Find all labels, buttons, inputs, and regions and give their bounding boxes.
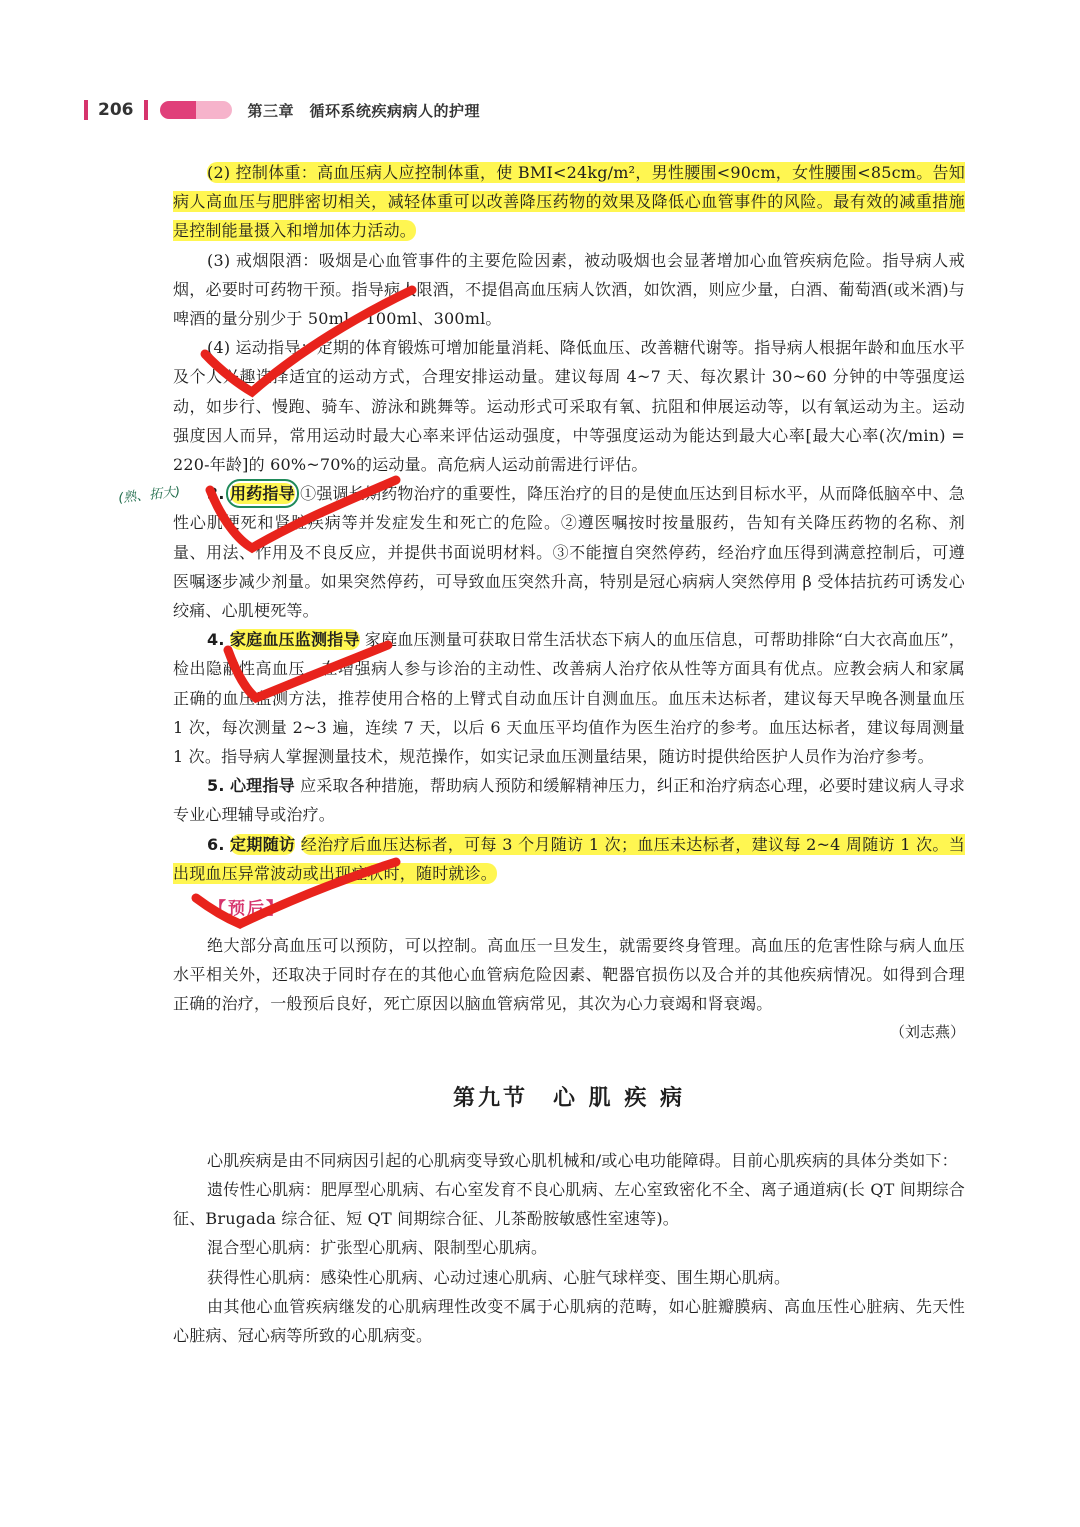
paragraph-smoking-alcohol [173, 246, 965, 334]
section-medication-guidance [173, 479, 965, 625]
section-heading-medication: 用药指导 [229, 484, 295, 504]
paragraph-exercise [173, 333, 965, 479]
paragraph-text: ①强调长期药物治疗的重要性，降压治疗的目的是使血压达到目标水平，从而降低脑卒中、急性心肌梗死和肾脏疾病等并发症发生和死亡的危险。②遵医嘱按时按量服药，告知有关降压药物的名称、剂量、用法、作用及不良反应，并提供书面说明材料。③不能擅自突然停药，经治疗血压得到满意控制后，可遵医嘱逐步减少剂量。如果突然停药，可导致血压突然升高，特别是冠心病病人突然停用 β 受体拮抗药可诱发心绞痛、心肌梗死等。 [173, 484, 965, 621]
header-bar-left [84, 100, 88, 120]
section-heading-home-monitoring: 家庭血压监测指导 [229, 630, 360, 650]
chapter-pill-decoration [160, 101, 232, 119]
section-home-bp-monitoring [173, 625, 965, 771]
section-heading-followup: 定期随访 [230, 834, 296, 854]
section-heading-psychological: 心理指导 [229, 776, 295, 796]
paragraph-hereditary-cardiomyopathy: 遗传性心肌病：肥厚型心肌病、右心室发育不良心肌病、左心室致密化不全、离子通道病(长 QT 间期综合征、Brugada 综合征、短 QT 间期综合征、儿茶酚胺敏感性室速等)。 [173, 1179, 965, 1229]
paragraph-text: 应采取各种措施，帮助病人预防和缓解精神压力，纠正和治疗病态心理，必要时建议病人寻求专业心理辅导或治疗。 [173, 776, 965, 825]
highlighted-text: (2) 控制体重：高血压病人应控制体重，使 BMI<24kg/m²，男性腰围<90cm，女性腰围<85cm。告知病人高血压与肥胖密切相关，减轻体重可以改善降压药物的效果及降低心血管事件的风险。最有效的减重措施是控制能量摄入和增加体力活动。 [173, 163, 965, 241]
paragraph-text: (4) 运动指导：定期的体育锻炼可增加能量消耗、降低血压、改善糖代谢等。指导病人根据年龄和血压水平及个人兴趣选择适宜的运动方式，合理安排运动量。建议每周 4~7 天、每次累计 30~60 分钟的中等强度运动，如步行、慢跑、骑车、游泳和跳舞等。运动形式可采取有氧、抗阻和伸展运动等，以有氧运动为主。运动强度因人而异，常用运动时最大心率来评估运动强度，中等强度运动为能达到最大心率[最大心率(次/min) = 220-年龄]的 60%~70%的运动量。高危病人运动前需进行评估。 [173, 338, 965, 475]
handwritten-margin-note: (熟、拓大) [117, 484, 181, 507]
paragraph-weight-control [173, 158, 965, 246]
paragraph-text: 家庭血压测量可获取日常生活状态下病人的血压信息，可帮助排除“白大衣高血压”，检出隐蔽性高血压，在增强病人参与诊治的主动性、改善病人治疗依从性等方面具有优点。应教会病人和家属正确的血压监测方法，推荐使用合格的上臂式自动血压计自测血压。血压未达标者，建议每天早晚各测量血压 1 次，每次测量 2~3 遍，连续 7 天，以后 6 天血压平均值作为医生治疗的参考。血压达标者，建议每周测量 1 次。指导病人掌握测量技术，规范操作，如实记录血压测量结果，随访时提供给医护人员作为治疗参考。 [173, 630, 965, 767]
prognosis-heading: 【预后】 [209, 899, 285, 920]
section-psychological-guidance [173, 771, 965, 829]
author-attribution: （刘志燕） [889, 1022, 965, 1041]
section-title: 第九节 心 肌 疾 病 [453, 1085, 685, 1111]
highlighted-text: 经治疗后血压达标者，可每 3 个月随访 1 次；血压未达标者，建议每 2~4 周随访 1 次。当出现血压异常波动或出现症状时，随时就诊。 [173, 834, 965, 883]
header-bar-right [144, 100, 148, 120]
page-number: 206 [98, 100, 134, 120]
running-header [84, 96, 480, 124]
section-number: 4. [207, 630, 225, 650]
section-regular-followup [173, 830, 965, 888]
paragraph-acquired-cardiomyopathy: 获得性心肌病：感染性心肌病、心动过速心肌病、心脏气球样变、围生期心肌病。 [207, 1267, 791, 1287]
paragraph-cardiomyopathy-intro: 心肌疾病是由不同病因引起的心肌病变导致心肌机械和/或心电功能障碍。目前心肌疾病的具体分类如下： [207, 1150, 958, 1170]
section-number: 3. [207, 484, 225, 504]
paragraph-text: (3) 戒烟限酒：吸烟是心血管事件的主要危险因素，被动吸烟也会显著增加心血管疾病危险。指导病人戒烟，必要时可药物干预。指导病人限酒，不提倡高血压病人饮酒，如饮酒，则应少量，白酒、葡萄酒(或米酒)与啤酒的量分别少于 50ml、100ml、300ml。 [173, 250, 965, 329]
section-number: 5. [207, 776, 225, 796]
section-number: 6. [207, 834, 225, 854]
paragraph-mixed-cardiomyopathy: 混合型心肌病：扩张型心肌病、限制型心肌病。 [207, 1238, 548, 1258]
chapter-title: 第三章 循环系统疾病病人的护理 [247, 101, 481, 120]
paragraph-prognosis: 绝大部分高血压可以预防，可以控制。高血压一旦发生，就需要终身管理。高血压的危害性除与病人血压水平相关外，还取决于同时存在的其他心血管病危险因素、靶器官损伤以及合并的其他疾病情况。如得到合理正确的治疗，一般预后良好，死亡原因以脑血管病常见，其次为心力衰竭和肾衰竭。 [173, 936, 965, 1014]
page-body [173, 158, 965, 1350]
paragraph-secondary-changes: 由其他心血管疾病继发的心肌病理性改变不属于心肌病的范畴，如心脏瓣膜病、高血压性心脏病、先天性心脏病、冠心病等所致的心肌病变。 [173, 1296, 965, 1345]
